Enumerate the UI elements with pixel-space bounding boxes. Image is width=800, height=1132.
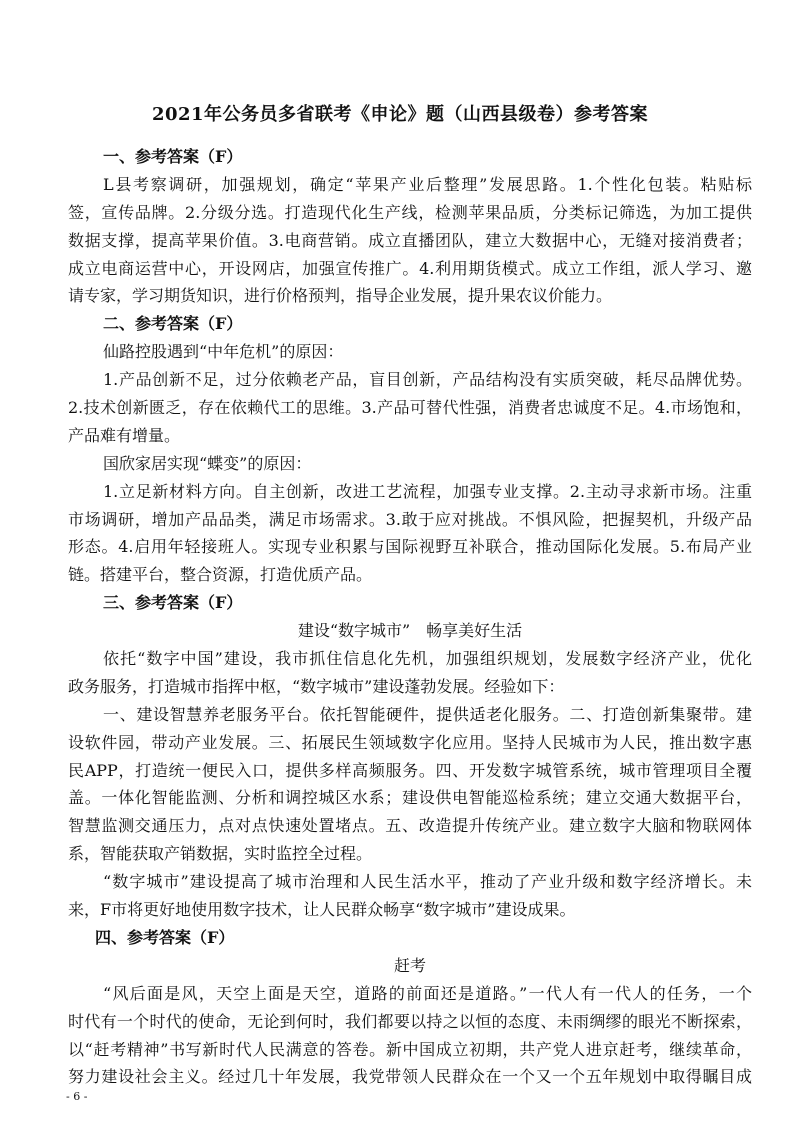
text-line: “风后面是风，天空上面是天空，道路的前面还是道路。”一代人有一代人的任务，一个: [103, 983, 752, 1003]
text-line: 签，宣传品牌。2.分级分选。打造现代化生产线，检测苹果品质，分类标记筛选，为加工提供: [68, 202, 752, 222]
text-line: 形态。4.启用年轻接班人。实现专业积累与国际视野互补联合，推动国际化发展。5.布局产业: [68, 537, 752, 557]
text-line: 智慧监测交通压力，点对点快速处置堵点。五、改造提升传统产业。建立数字大脑和物联网体: [68, 816, 752, 836]
text-line: 1.立足新材料方向。自主创新，改进工艺流程，加强专业支撑。2.主动寻求新市场。注重: [103, 481, 752, 501]
text-line: 政务服务，打造城市指挥中枢，“数字城市”建设蓬勃发展。经验如下：: [68, 676, 565, 696]
text-line: 依托“数字中国”建设，我市抓住信息化先机，加强组织规划，发展数字经济产业，优化: [103, 649, 752, 669]
text-line: “数字城市”建设提高了城市治理和人民生活水平，推动了产业升级和数字经济增长。未: [103, 872, 752, 892]
text-line: 一、建设智慧养老服务平台。依托智能硬件，提供适老化服务。二、打造创新集聚带。建: [103, 704, 752, 724]
text-line: 来，F市将更好地使用数字技术，让人民群众畅享“数字城市”建设成果。: [68, 900, 576, 920]
text-line: 国欣家居实现“蝶变”的原因：: [103, 453, 312, 473]
text-line: 链。搭建平台，整合资源，打造优质产品。: [68, 565, 373, 585]
section-heading: 三、参考答案（F）: [103, 593, 243, 613]
text-line: 设软件园，带动产业发展。三、拓展民生领域数字化应用。坚持人民城市为人民，推出数字惠: [68, 732, 752, 752]
document-title: 2021年公务员多省联考《申论》题（山西县级卷）参考答案: [151, 104, 649, 125]
text-line: 仙路控股遇到“中年危机”的原因：: [103, 342, 344, 362]
text-line: 盖。一体化智能监测、分析和调控城区水系；建设供电智能巡检系统；建立交通大数据平台，: [68, 788, 752, 808]
section-heading: 四、参考答案（F）: [95, 927, 235, 947]
text-line: 数据支撑，提高苹果价值。3.电商营销。成立直播团队，建立大数据中心，无缝对接消费者；: [68, 230, 752, 250]
section-heading: 一、参考答案（F）: [103, 147, 243, 166]
text-line: 民APP，打造统一便民入口，提供多样高频服务。四、开发数字城管系统，城市管理项目全覆: [68, 760, 752, 780]
text-line: 成立电商运营中心，开设网店，加强宣传推广。4.利用期货模式。成立工作组，派人学习、邀: [68, 258, 752, 278]
document-body: [68, 143, 752, 1091]
text-line: 产品难有增量。: [68, 425, 181, 445]
page-number: - 6 -: [66, 1090, 88, 1103]
text-line: 以“赶考精神”书写新时代人民满意的答卷。新中国成立初期，共产党人进京赶考，继续革命，: [68, 1039, 752, 1059]
text-line: 市场调研，增加产品品类，满足市场需求。3.敢于应对挑战。不惧风险，把握契机，升级产品: [68, 509, 752, 529]
text-line: 请专家，学习期货知识，进行价格预判，指导企业发展，提升果农议价能力。: [68, 286, 613, 306]
essay-title: 赶考: [393, 955, 426, 975]
text-line: 努力建设社会主义。经过几十年发展，我党带领人民群众在一个又一个五年规划中取得瞩目成: [68, 1067, 752, 1087]
text-line: 2.技术创新匮乏，存在依赖代工的思维。3.产品可替代性强，消费者忠诚度不足。4.市场饱和，: [68, 398, 752, 418]
text-line: 时代有一个时代的使命，无论到何时，我们都要以持之以恒的态度、未雨绸缪的眼光不断探索，: [68, 1011, 752, 1031]
essay-title: 建设“数字城市” 畅享美好生活: [297, 621, 523, 641]
text-line: 系，智能获取产销数据，实时监控全过程。: [68, 844, 373, 864]
section-heading: 二、参考答案（F）: [103, 314, 243, 334]
text-line: 1.产品创新不足，过分依赖老产品，盲目创新，产品结构没有实质突破，耗尽品牌优势。: [103, 370, 752, 390]
text-line: L县考察调研，加强规划，确定“苹果产业后整理”发展思路。1.个性化包装。粘贴标: [103, 174, 752, 194]
